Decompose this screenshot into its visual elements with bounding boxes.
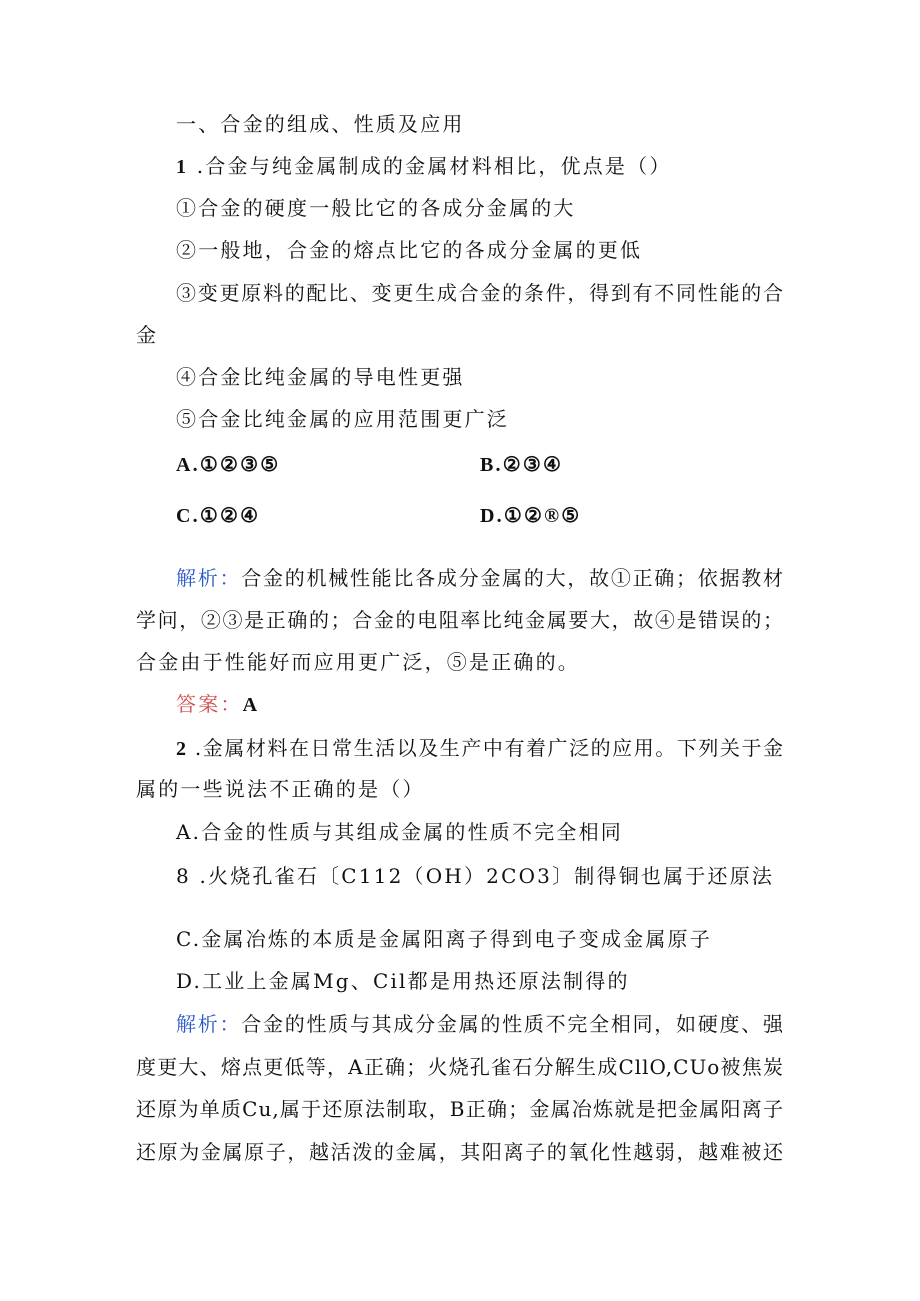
q2-analysis-line-2: 度更大、熔点更低等，A正确；火烧孔雀石分解生成CllO,CUo被焦炭 bbox=[136, 1055, 784, 1079]
q1-statement-3-cont: 金 bbox=[136, 323, 159, 347]
q1-analysis-line-3: 合金由于性能好而应用更广泛，⑤是正确的。 bbox=[136, 650, 580, 674]
q1-statement-5: ⑤合金比纯金属的应用范围更广泛 bbox=[176, 407, 509, 431]
section-title: 一、合金的组成、性质及应用 bbox=[176, 112, 465, 136]
q1-analysis-label: 解析： bbox=[176, 566, 242, 590]
q2-option-b: 8 .火烧孔雀石〔C112（OH）2CO3〕制得铜也属于还原法 bbox=[176, 864, 775, 888]
q2-analysis-line-4: 还原为金属原子，越活泼的金属，其阳离子的氧化性越弱，越难被还 bbox=[136, 1140, 784, 1164]
question-2-stem-line-2: 属的一些说法不正确的是（） bbox=[136, 777, 425, 801]
q2-option-a: A.合金的性质与其组成金属的性质不完全相同 bbox=[176, 820, 624, 844]
q1-option-c: C.①②④ bbox=[176, 505, 261, 527]
q1-answer-value: A bbox=[242, 694, 260, 716]
question-2-stem-line-1: 2 .金属材料在日常生活以及生产中有着广泛的应用。下列关于金 bbox=[176, 736, 784, 760]
q2-analysis-label: 解析： bbox=[176, 1012, 242, 1036]
q1-option-d: D.①②®⑤ bbox=[480, 505, 582, 527]
q2-option-d: D.工业上金属Mg、Cil都是用热还原法制得的 bbox=[176, 969, 630, 993]
q1-answer bbox=[176, 692, 259, 717]
q1-option-b: B.②③④ bbox=[480, 454, 564, 476]
q2-analysis-line-1: 解析：合金的性质与其成分金属的性质不完全相同，如硬度、强 bbox=[176, 1012, 785, 1036]
q1-answer-label: 答案： bbox=[176, 692, 243, 716]
q1-analysis-line-2: 学问，②③是正确的；合金的电阻率比纯金属要大，故④是错误的； bbox=[136, 608, 784, 632]
q2-analysis-line-3: 还原为单质Cu,属于还原法制取，B正确；金属冶炼就是把金属阳离子 bbox=[136, 1097, 784, 1121]
q1-statement-1: ①合金的硬度一般比它的各成分金属的大 bbox=[176, 196, 576, 220]
q1-statement-4: ④合金比纯金属的导电性更强 bbox=[176, 365, 465, 389]
question-1-stem: 1 .合金与纯金属制成的金属材料相比，优点是（） bbox=[176, 154, 672, 178]
q1-statement-3: ③变更原料的配比、变更生成合金的条件，得到有不同性能的合 bbox=[176, 281, 784, 305]
question-2-number: 2 bbox=[176, 738, 187, 760]
q2-option-c: C.金属冶炼的本质是金属阳离子得到电子变成金属原子 bbox=[176, 927, 712, 951]
q1-option-a: A.①②③⑤ bbox=[176, 454, 281, 476]
question-1-number: 1 bbox=[176, 156, 189, 178]
q1-analysis-line-1: 解析：合金的机械性能比各成分金属的大，故①正确；依据教材 bbox=[176, 566, 785, 590]
q1-statement-2: ②一般地，合金的熔点比它的各成分金属的更低 bbox=[176, 238, 643, 262]
